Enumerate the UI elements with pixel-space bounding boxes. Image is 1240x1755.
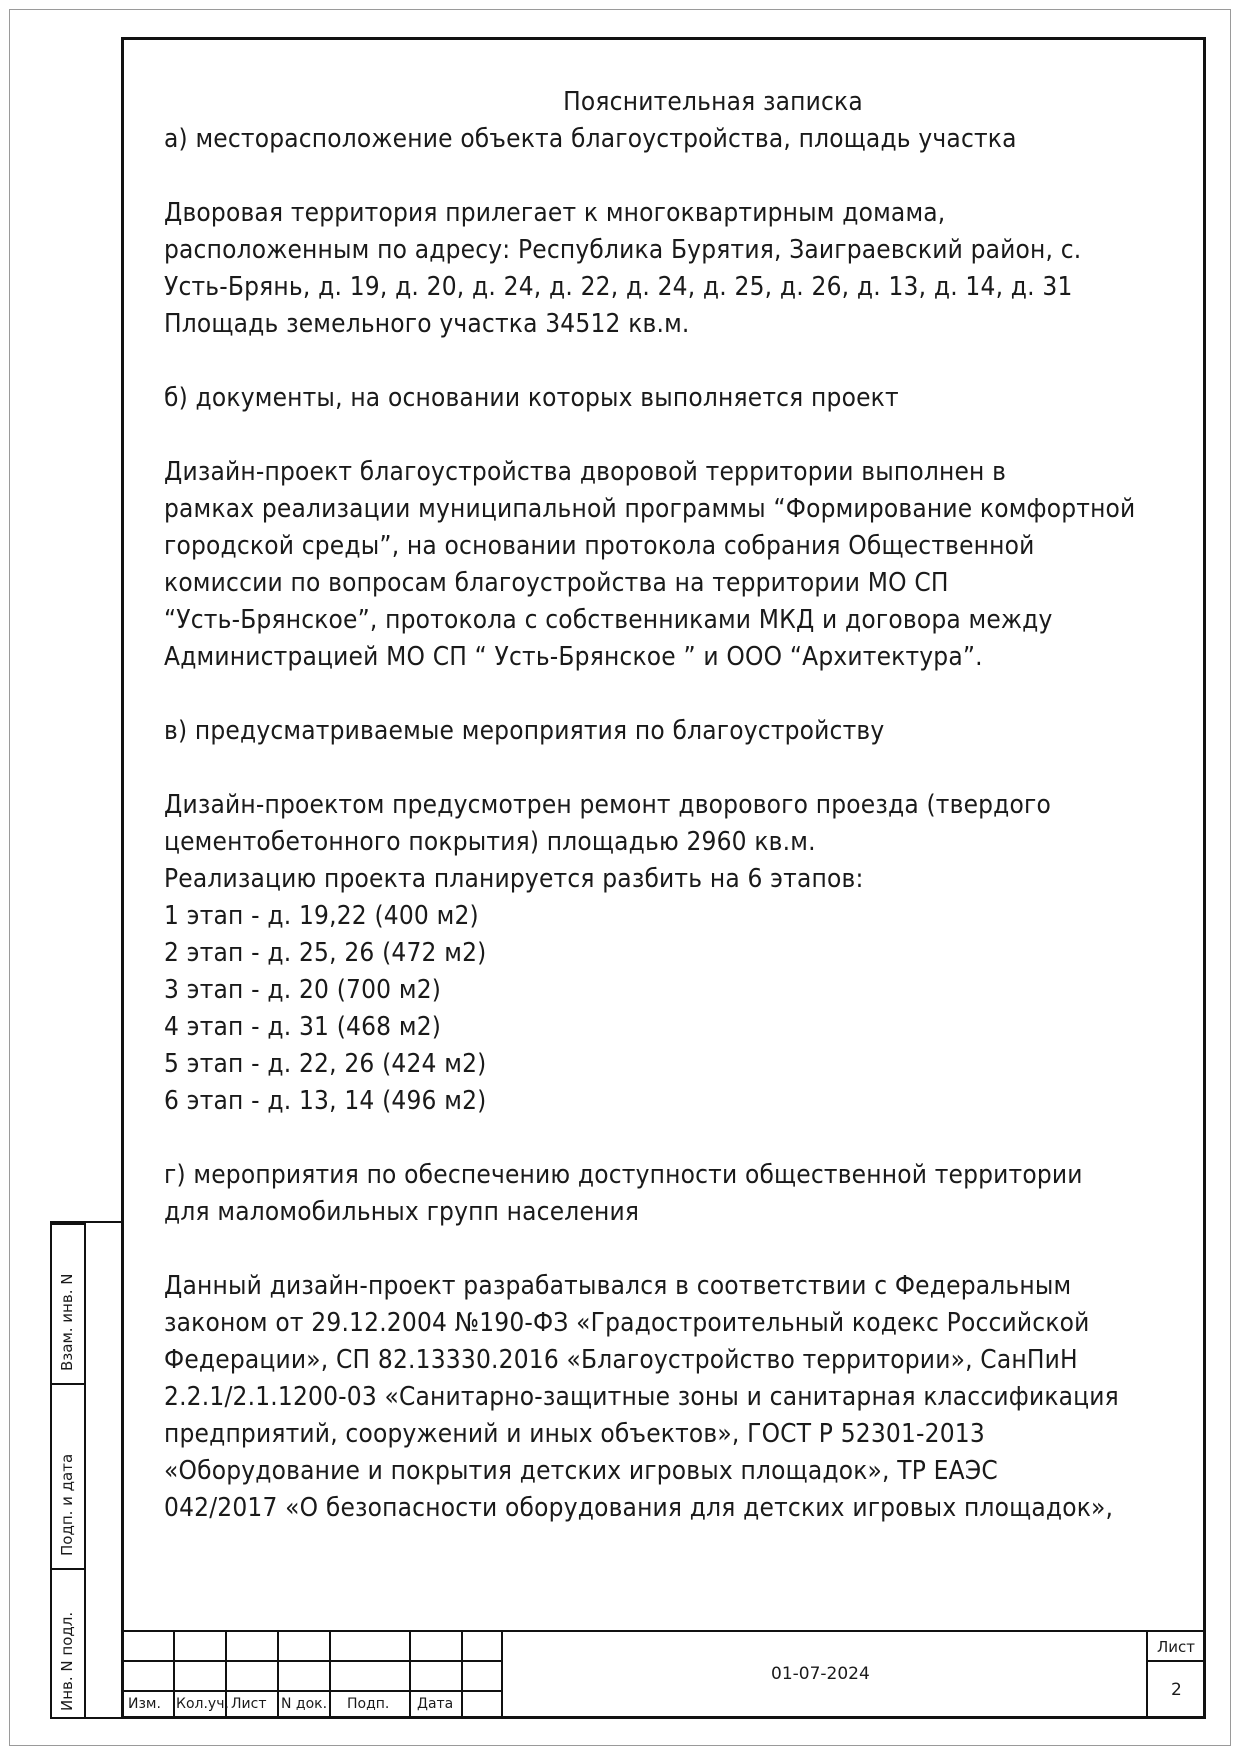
text-line: г) мероприятия по обеспечению доступности общественной территории: [164, 1160, 1083, 1190]
stamp-col-signature: Подп.: [347, 1696, 390, 1712]
text-line: Администрацией МО СП “ Усть-Брянское ” и ООО “Архитектура”.: [164, 642, 983, 672]
text-line: 3 этап - д. 20 (700 м2): [164, 975, 442, 1005]
blank-line: [164, 158, 1091, 195]
text-line: комиссии по вопросам благоустройства на территории МО СП: [164, 568, 949, 598]
text-line: б) документы, на основании которых выполняется проект: [164, 383, 899, 413]
text-line: “Усть-Брянское”, протокола с собственниками МКД и договора между: [164, 605, 1053, 635]
text-line: для маломобильных групп населения: [164, 1197, 640, 1227]
signature-date-label: Подп. и дата: [58, 1453, 76, 1556]
blank-line: [164, 676, 1091, 713]
stamp-date-value: 01-07-2024: [771, 1664, 870, 1684]
text-line: городской среды”, на основании протокола собрания Общественной: [164, 531, 1035, 561]
text-line: 2.2.1/2.1.1200-03 «Санитарно-защитные зоны и санитарная классификация: [164, 1382, 1119, 1412]
stamp-col-sheet: Лист: [231, 1696, 267, 1712]
original-inventory-label: Инв. N подл.: [58, 1611, 76, 1711]
text-line: Дворовая территория прилегает к многоквартирным домама,: [164, 198, 946, 228]
text-line: в) предусматриваемые мероприятия по благоустройству: [164, 716, 885, 746]
text-line: 042/2017 «О безопасности оборудования для детских игровых площадок»,: [164, 1493, 1114, 1523]
text-line: предприятий, сооружений и иных объектов», ГОСТ Р 52301-2013: [164, 1419, 985, 1449]
stamp-col-quantity: Кол.уч.: [176, 1696, 229, 1712]
blank-line: [164, 1231, 1091, 1268]
text-line: законом от 29.12.2004 №190-ФЗ «Градостроительный кодекс Российской: [164, 1308, 1090, 1338]
text-line: цементобетонного покрытия) площадью 2960 кв.м.: [164, 827, 816, 857]
text-line: а) месторасположение объекта благоустройства, площадь участка: [164, 124, 1017, 154]
text-line: 1 этап - д. 19,22 (400 м2): [164, 901, 479, 931]
replacement-inventory-label: Взам. инв. N: [58, 1273, 76, 1371]
text-line: Усть-Брянь, д. 19, д. 20, д. 24, д. 22, д. 24, д. 25, д. 26, д. 13, д. 14, д. 31: [164, 272, 1073, 302]
text-line: Площадь земельного участка 34512 кв.м.: [164, 309, 690, 339]
text-line: Данный дизайн-проект разрабатывался в соответствии с Федеральным: [164, 1271, 1072, 1301]
text-line: Реализацию проекта планируется разбить на 6 этапов:: [164, 864, 864, 894]
text-line: 6 этап - д. 13, 14 (496 м2): [164, 1086, 487, 1116]
stamp-col-change: Изм.: [128, 1696, 161, 1712]
text-line: Дизайн-проектом предусмотрен ремонт дворового проезда (твердого: [164, 790, 1052, 820]
stamp-col-date: Дата: [417, 1696, 454, 1712]
text-line: рамках реализации муниципальной программы “Формирование комфортной: [164, 494, 1136, 524]
text-line: Дизайн-проект благоустройства дворовой территории выполнен в: [164, 457, 1007, 487]
text-line: 2 этап - д. 25, 26 (472 м2): [164, 938, 487, 968]
stamp-sheet-number: 2: [1171, 1680, 1182, 1700]
text-line: Федерации», СП 82.13330.2016 «Благоустройство территории», СанПиН: [164, 1345, 1078, 1375]
text-line: 4 этап - д. 31 (468 м2): [164, 1012, 442, 1042]
title-block-stamp: [121, 1630, 1206, 1719]
explanatory-note-body: [164, 84, 1136, 1527]
text-line: расположенным по адресу: Республика Бурятия, Заиграевский район, с.: [164, 235, 1082, 265]
stamp-sheet-label: Лист: [1157, 1638, 1196, 1656]
side-approval-strip: [50, 1221, 121, 1719]
text-line: «Оборудование и покрытия детских игровых площадок», ТР ЕАЭС: [164, 1456, 998, 1486]
blank-line: [164, 750, 1091, 787]
blank-line: [164, 417, 1091, 454]
blank-line: [164, 343, 1091, 380]
stamp-col-doc-number: N док.: [281, 1696, 328, 1712]
blank-line: [164, 1120, 1091, 1157]
text-line: 5 этап - д. 22, 26 (424 м2): [164, 1049, 487, 1079]
document-title: Пояснительная записка: [563, 87, 863, 117]
